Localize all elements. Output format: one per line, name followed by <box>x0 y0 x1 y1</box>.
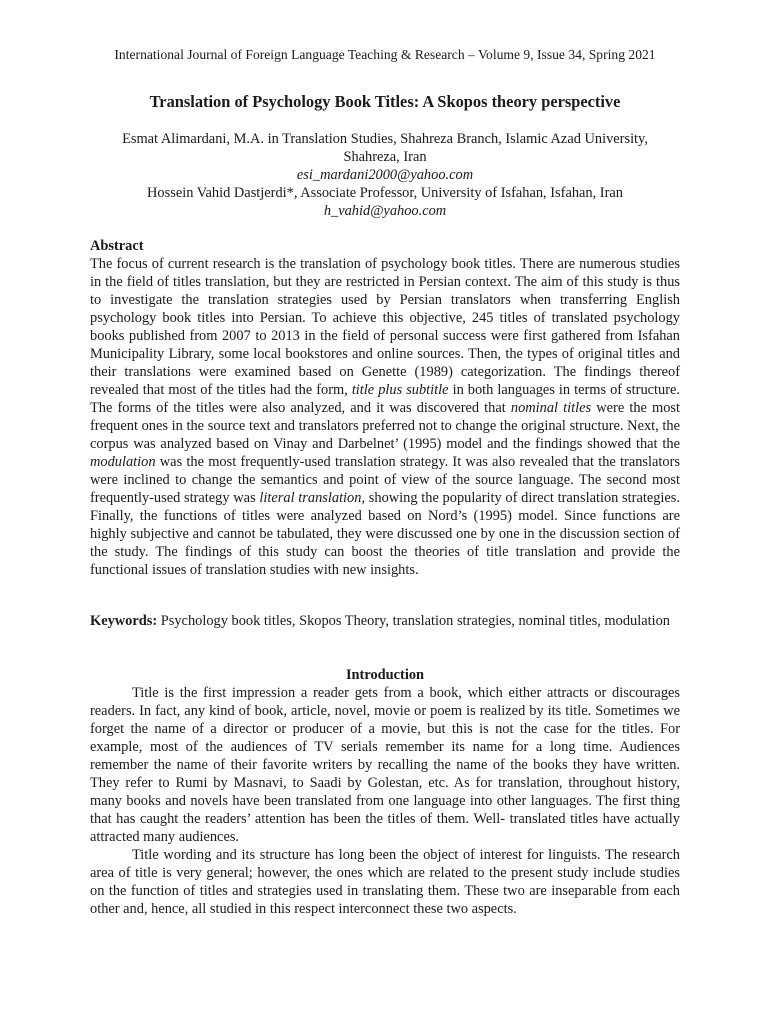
author-2-email: h_vahid@yahoo.com <box>323 203 447 219</box>
keywords-label: Keywords: <box>90 613 158 629</box>
abstract-heading: Abstract <box>90 238 144 254</box>
abstract-emphasis-3: modulation <box>90 454 156 470</box>
abstract-emphasis-2: nominal titles <box>510 400 592 416</box>
abstract-text-5: showing the popularity of direct translation strategies. Finally, the functions of titles were analyzed based on Nord’s (1995) model. Since functions are highly subjective and cannot be tabulated, they were discussed one by one in the discussion section of the study. The findings of this study can boost the theories of title translation and provide the functional issues of translation studies with new insights. <box>90 490 680 578</box>
author-2-affiliation: Hossein Vahid Dastjerdi*, Associate Professor, University of Isfahan, Isfahan, Iran <box>147 185 623 201</box>
keywords <box>90 612 680 630</box>
intro-paragraph-2: Title wording and its structure has long been the object of interest for linguists. The research area of title is very general; however, the ones which are related to the present study include studies on the function of titles and strategies used in translating them. These two are inseparable from each other and, hence, all studied in this respect interconnect these two aspects. <box>90 847 680 917</box>
running-header: International Journal of Foreign Language Teaching & Research – Volume 9, Issue 34, Spring 2021 <box>114 47 656 62</box>
abstract-text-2: in both languages in terms of structure. The forms of the titles were also analyzed, and it was discovered that <box>90 382 680 416</box>
author-1-email: esi_mardani2000@yahoo.com <box>296 167 474 183</box>
introduction-body <box>90 684 680 918</box>
author-1-affiliation: Esmat Alimardani, M.A. in Translation Studies, Shahreza Branch, Islamic Azad University, <box>122 131 648 147</box>
abstract-body <box>90 255 680 579</box>
abstract-emphasis-4: literal translation, <box>259 490 366 506</box>
abstract-emphasis-1: title plus subtitle <box>351 382 449 398</box>
keywords-list: Psychology book titles, Skopos Theory, translation strategies, nominal titles, modulation <box>157 613 670 629</box>
paper-title: Translation of Psychology Book Titles: A Skopos theory perspective <box>149 92 621 111</box>
introduction-heading: Introduction <box>345 667 425 683</box>
author-1-affiliation-cont: Shahreza, Iran <box>343 149 427 165</box>
abstract-text-3: were the most frequent ones in the source text and translators preferred not to change the original structure. Next, the corpus was analyzed based on Vinay and Darbelnet’ (1995) model and the findings showed that the <box>90 400 680 452</box>
abstract-text-4: was the most frequently-used translation strategy. It was also revealed that the translators were inclined to change the semantics and point of view of the source language. The second most frequently-used strategy was <box>90 454 680 506</box>
abstract-text-1: The focus of current research is the translation of psychology book titles. There are numerous studies in the field of titles translation, but they are restricted in Persian context. The aim of this study is thus to investigate the translation strategies used by Persian translators when transferring English psychology book titles into Persian. To achieve this objective, 245 titles of translated psychology books published from 2007 to 2013 in the field of personal success were first gathered from Isfahan Municipality Library, some local bookstores and online sources. Then, the types of original titles and their translations were examined based on Genette (1989) categorization. The findings thereof revealed that most of the titles had the form, <box>90 256 680 398</box>
author-block <box>90 130 680 220</box>
intro-paragraph-1: Title is the first impression a reader gets from a book, which either attracts or discourages readers. In fact, any kind of book, article, novel, movie or poem is realized by its title. Sometimes we forget the name of a director or producer of a movie, but this is not the case for the titles. For example, most of the audiences of TV serials remember its name for a long time. Audiences remember the name of their favorite writers by recalling the name of the books they have written. They refer to Rumi by Masnavi, to Saadi by Golestan, etc. As for translation, throughout history, many books and novels have been translated from one language into other languages. The first thing that has caught the readers’ attention has been the titles of them. Well- translated titles have actually attracted many audiences. <box>90 685 680 845</box>
